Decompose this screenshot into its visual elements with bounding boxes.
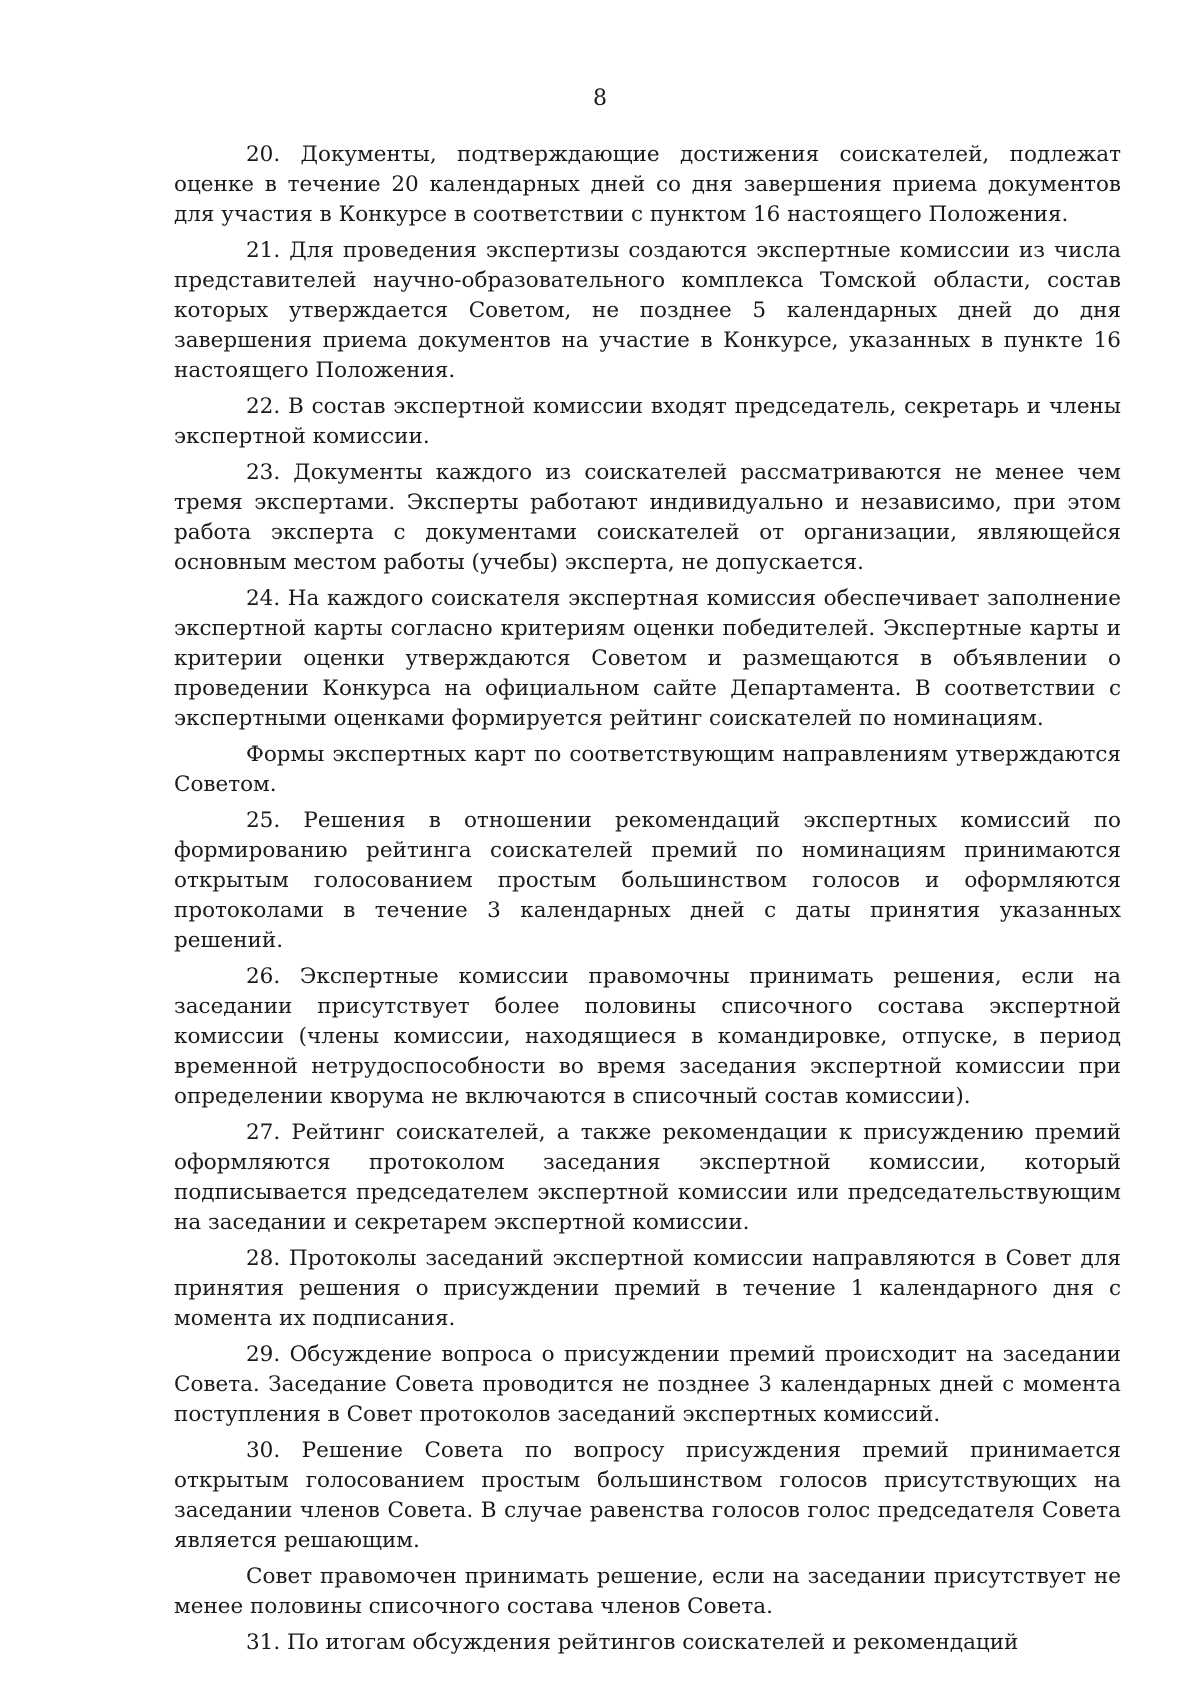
paragraph-25: 25. Решения в отношении рекомендаций экспертных комиссий по формированию рейтинга соискателей премий по номинациям принимаются открытым голосованием простым большинством голосов и оформляются протоколами в течение 3 календарных дней с даты принятия указанных решений. [174,808,1121,953]
document-body [174,140,1121,1664]
page-number: 8 [593,86,607,111]
paragraph-29: 29. Обсуждение вопроса о присуждении премий происходит на заседании Совета. Заседание Совета проводится не позднее 3 календарных дней с момента поступления в Совет протоколов заседаний экспертных комиссий. [174,1342,1121,1427]
paragraph-27: 27. Рейтинг соискателей, а также рекомендации к присуждению премий оформляются протоколом заседания экспертной комиссии, который подписывается председателем экспертной комиссии или председательствующим на заседании и секретарем экспертной комиссии. [174,1120,1121,1235]
paragraph-31: 31. По итогам обсуждения рейтингов соискателей и рекомендаций [246,1630,1019,1655]
paragraph-30: 30. Решение Совета по вопросу присуждения премий принимается открытым голосованием простым большинством голосов присутствующих на заседании членов Совета. В случае равенства голосов голос председателя Совета является решающим. [174,1438,1121,1553]
paragraph-30-quorum: Совет правомочен принимать решение, если на заседании присутствует не менее половины списочного состава членов Совета. [174,1564,1121,1619]
paragraph-24-forms: Формы экспертных карт по соответствующим направлениям утверждаются Советом. [174,742,1121,797]
paragraph-23: 23. Документы каждого из соискателей рассматриваются не менее чем тремя экспертами. Эксперты работают индивидуально и независимо, при этом работа эксперта с документами соискателей от организации, являющейся основным местом работы (учебы) эксперта, не допускается. [174,460,1121,575]
paragraph-22: 22. В состав экспертной комиссии входят председатель, секретарь и члены экспертной комиссии. [174,394,1121,449]
paragraph-20: 20. Документы, подтверждающие достижения соискателей, подлежат оценке в течение 20 календарных дней со дня завершения приема документов для участия в Конкурсе в соответствии с пунктом 16 настоящего Положения. [174,142,1121,227]
paragraph-21: 21. Для проведения экспертизы создаются экспертные комиссии из числа представителей научно-образовательного комплекса Томской области, состав которых утверждается Советом, не позднее 5 календарных дней до дня завершения приема документов на участие в Конкурсе, указанных в пункте 16 настоящего Положения. [174,238,1121,383]
paragraph-24: 24. На каждого соискателя экспертная комиссия обеспечивает заполнение экспертной карты согласно критериям оценки победителей. Экспертные карты и критерии оценки утверждаются Советом и размещаются в объявлении о проведении Конкурса на официальном сайте Департамента. В соответствии с экспертными оценками формируется рейтинг соискателей по номинациям. [174,586,1121,731]
paragraph-28: 28. Протоколы заседаний экспертной комиссии направляются в Совет для принятия решения о присуждении премий в течение 1 календарного дня с момента их подписания. [174,1246,1121,1331]
paragraph-26: 26. Экспертные комиссии правомочны принимать решения, если на заседании присутствует более половины списочного состава экспертной комиссии (члены комиссии, находящиеся в командировке, отпуске, в период временной нетрудоспособности во время заседания экспертной комиссии при определении кворума не включаются в списочный состав комиссии). [174,964,1121,1109]
